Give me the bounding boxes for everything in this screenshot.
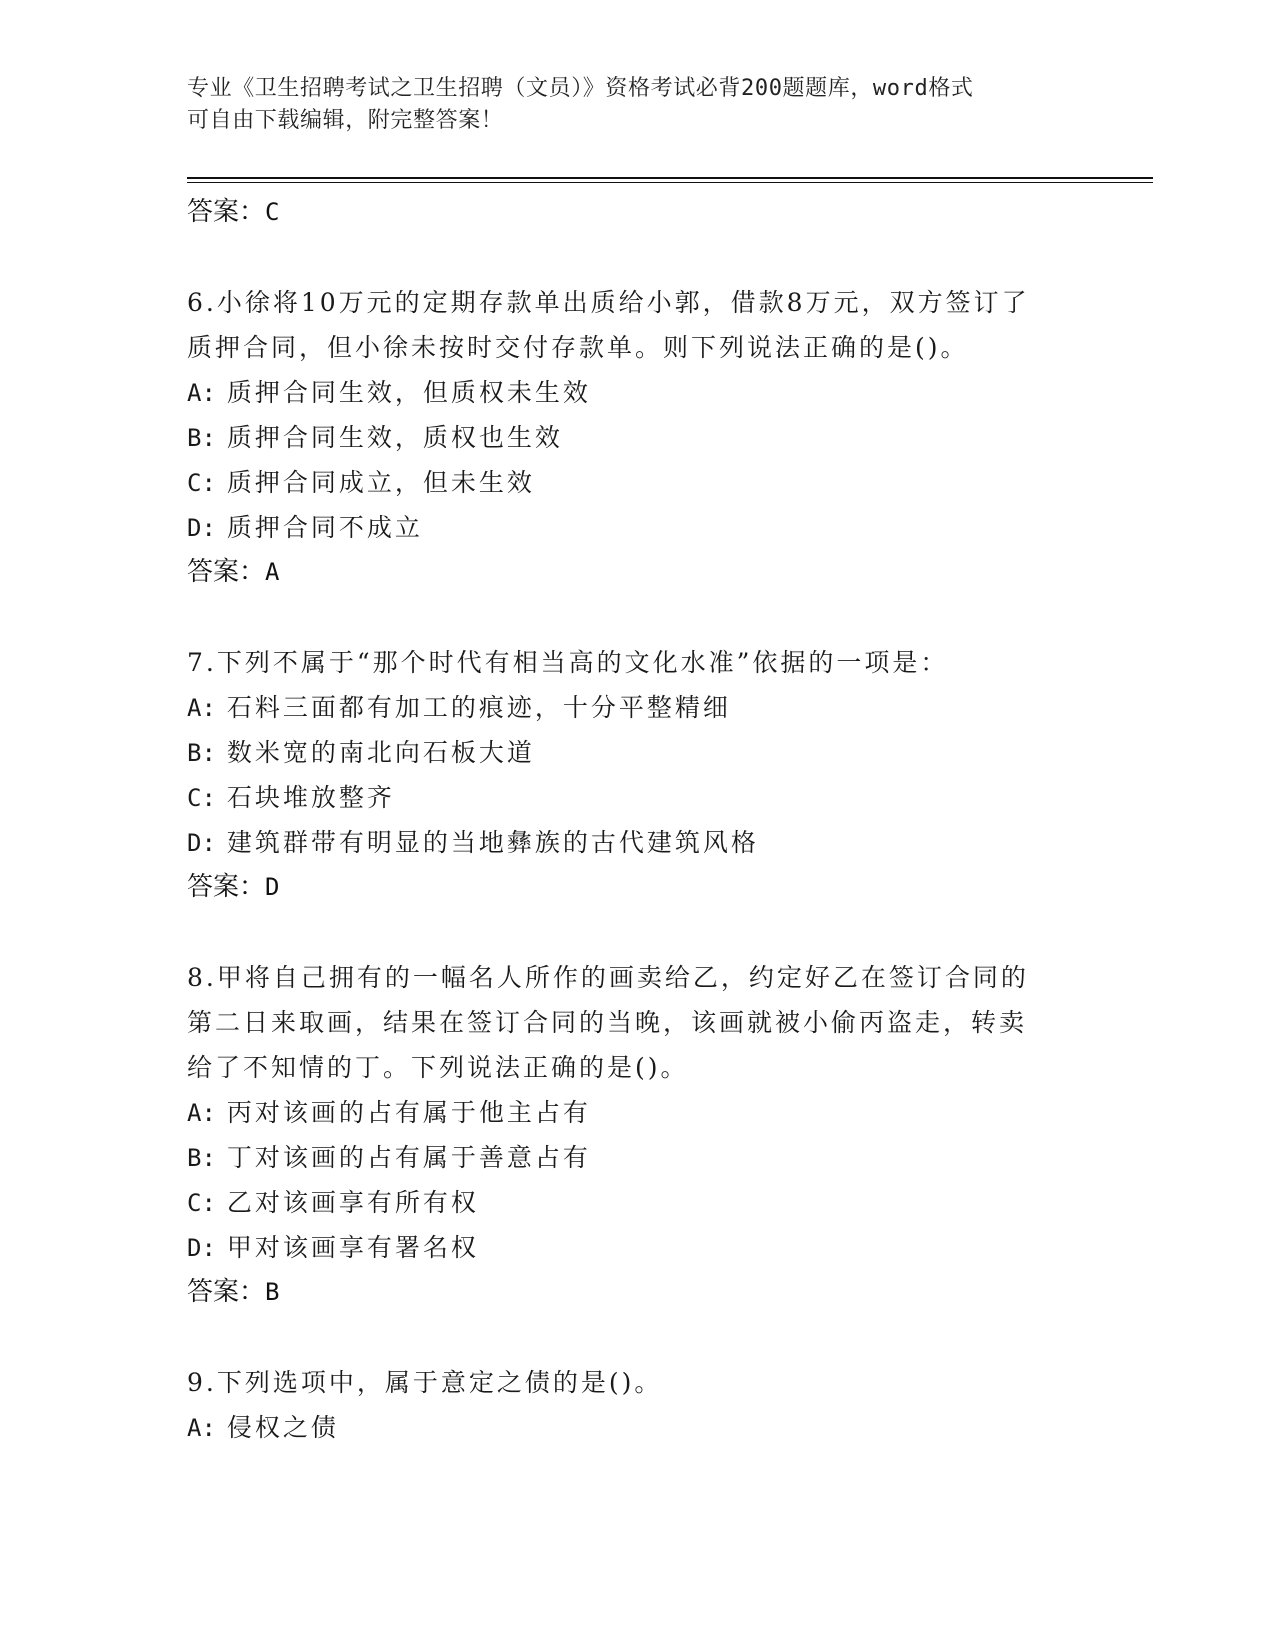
option-text: 石料三面都有加工的痕迹，十分平整精细 [226,693,731,722]
option-text: 甲对该画享有署名权 [226,1233,479,1262]
option-letter: A: [187,1099,216,1127]
question-stem-line: 7.下列不属于“那个时代有相当高的文化水准”依据的一项是： [187,648,949,677]
option-d [187,820,1087,865]
option-d [187,1225,1087,1270]
header-divider-thin [187,182,1153,183]
option-letter: B: [187,1144,216,1172]
header-title-line-1: 专业《卫生招聘考试之卫生招聘（文员）》资格考试必背200题题库，word格式 [187,76,974,101]
question-8 [187,955,1087,1315]
option-letter: B: [187,424,216,452]
question-list [187,190,1087,1450]
question-6 [187,280,1087,595]
option-a [187,370,1087,415]
question-stem-line: 质押合同，但小徐未按时交付存款单。则下列说法正确的是()。 [187,333,969,362]
page-header [187,73,1067,137]
option-b [187,1135,1087,1180]
header-divider-thick [187,177,1153,179]
option-text: 质押合同生效，但质权未生效 [226,378,591,407]
option-letter: C: [187,784,216,812]
option-letter: A: [187,694,216,722]
option-text: 侵权之债 [226,1413,339,1442]
header-title-line-2: 可自由下载编辑，附完整答案！ [187,108,504,133]
answer-value: B [265,1278,280,1306]
option-text: 丙对该画的占有属于他主占有 [226,1098,591,1127]
option-text: 质押合同成立，但未生效 [226,468,535,497]
answer-label: 答案： [187,872,266,902]
option-a [187,1405,1087,1450]
question-stem-line: 第二日来取画，结果在签订合同的当晚，该画就被小偷丙盗走，转卖 [187,1008,1028,1037]
option-letter: B: [187,739,216,767]
answer-label: 答案： [187,197,266,227]
option-d [187,505,1087,550]
answer-value: D [265,873,280,901]
option-a [187,1090,1087,1135]
option-letter: C: [187,1189,216,1217]
question-stem-line: 给了不知情的丁。下列说法正确的是()。 [187,1053,689,1082]
option-letter: D: [187,829,216,857]
option-text: 质押合同不成立 [226,513,423,542]
option-letter: A: [187,1414,216,1442]
answer-line-previous [187,190,1087,235]
answer-line [187,550,1087,595]
answer-label: 答案： [187,557,266,587]
option-text: 质押合同生效，质权也生效 [226,423,563,452]
option-text: 丁对该画的占有属于善意占有 [226,1143,591,1172]
question-stem-line: 9.下列选项中，属于意定之债的是()。 [187,1368,663,1397]
answer-label: 答案： [187,1277,266,1307]
option-a [187,685,1087,730]
option-letter: C: [187,469,216,497]
option-text: 数米宽的南北向石板大道 [226,738,535,767]
option-c [187,1180,1087,1225]
question-9 [187,1360,1087,1450]
question-stem-line: 8.甲将自己拥有的一幅名人所作的画卖给乙，约定好乙在签订合同的 [187,963,1029,992]
option-c [187,775,1087,820]
option-text: 乙对该画享有所有权 [226,1188,479,1217]
option-letter: D: [187,514,216,542]
answer-value: C [265,198,280,226]
option-letter: D: [187,1234,216,1262]
question-7 [187,640,1087,910]
question-stem-line: 6.小徐将10万元的定期存款单出质给小郭，借款8万元，双方签订了 [187,288,1030,317]
answer-value: A [265,558,280,586]
answer-line [187,1270,1087,1315]
answer-line [187,865,1087,910]
option-text: 石块堆放整齐 [226,783,395,812]
option-letter: A: [187,379,216,407]
option-b [187,730,1087,775]
option-text: 建筑群带有明显的当地彝族的古代建筑风格 [226,828,759,857]
option-c [187,460,1087,505]
option-b [187,415,1087,460]
